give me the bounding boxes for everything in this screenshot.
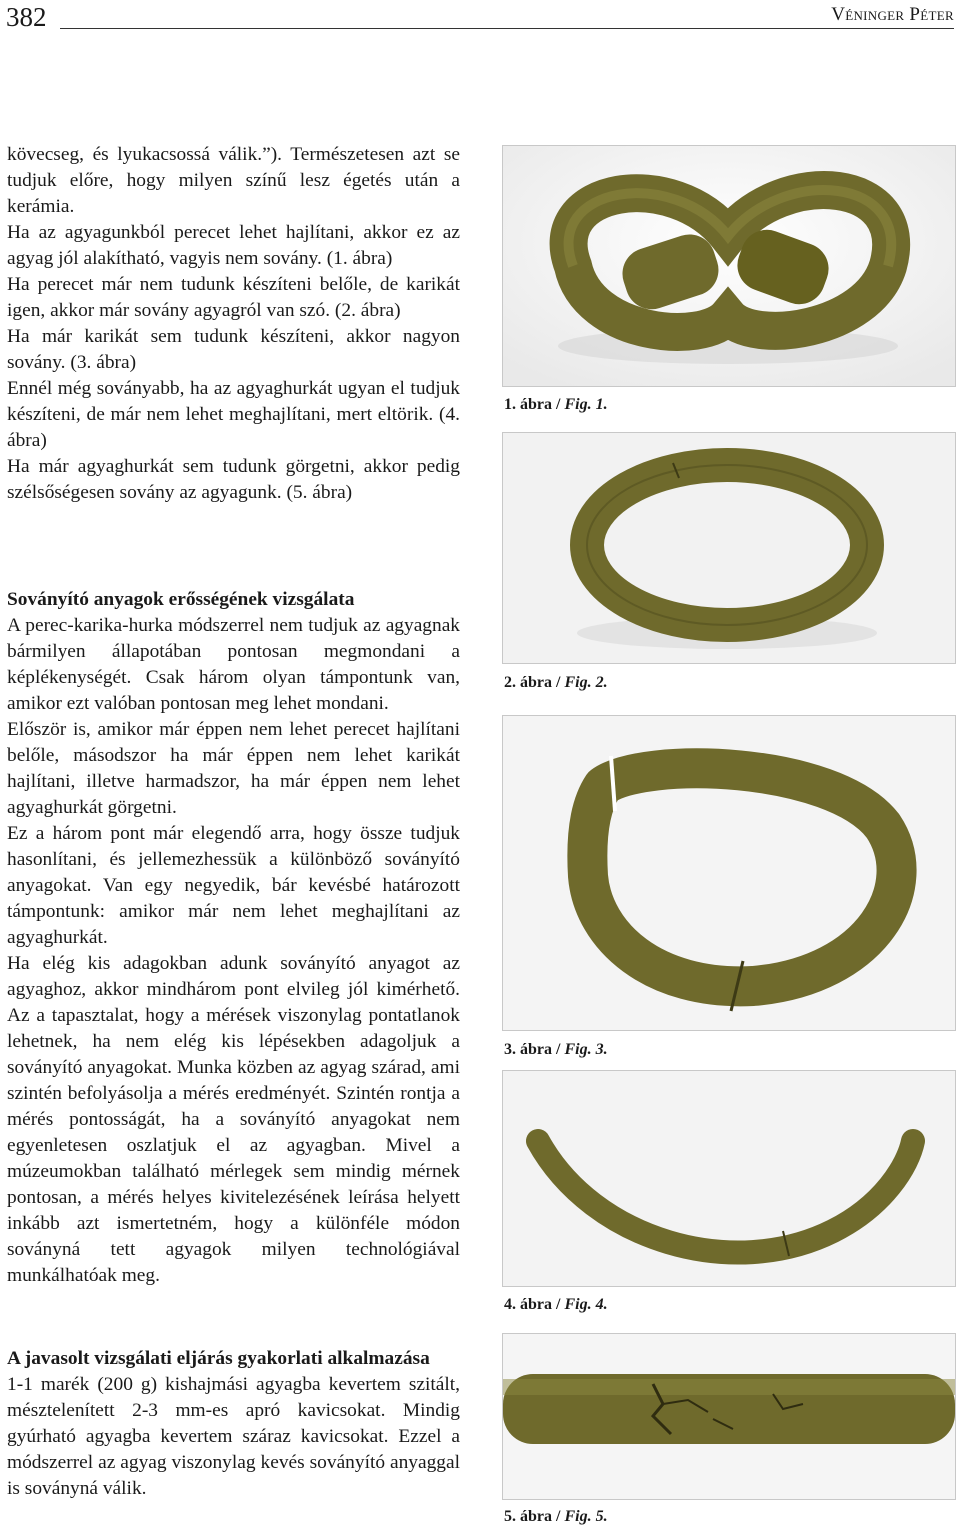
figure-4-caption: 4. ábra / Fig. 4. <box>504 1296 608 1313</box>
running-head-author: Véninger Péter <box>831 4 954 25</box>
paragraph: Először is, amikor már éppen nem lehet perecet hajlítani belőle, másodszor ha már éppen nem lehet karikát hajlítani, illetve harmadszor, ha már éppen nem lehet agyaghurkát görgetni. <box>7 719 460 818</box>
section-heading: Soványító anyagok erősségének vizsgálata <box>7 589 355 610</box>
figure-2-caption: 2. ábra / Fig. 2. <box>504 674 608 691</box>
paragraph: kövecseg, és lyukacsossá válik.”). Természetesen azt se tudjuk előre, hogy milyen színű lesz égetés után a kerámia. <box>7 144 460 217</box>
section-soványító-anyagok <box>7 587 460 1289</box>
figure-2-ring-photo <box>502 432 956 664</box>
figure-3-broken-ring-photo <box>502 715 956 1031</box>
section-heading: A javasolt vizsgálati eljárás gyakorlati alkalmazása <box>7 1348 430 1369</box>
figure-5-cracked-coil-photo <box>502 1333 956 1500</box>
figure-1-pretzel-photo <box>502 145 956 387</box>
figure-3-caption: 3. ábra / Fig. 3. <box>504 1041 608 1058</box>
paragraph: Ha már agyaghurkát sem tudunk görgetni, akkor pedig szélsőségesen sovány az agyagunk. (5. ábra) <box>7 456 460 503</box>
section-javasolt-eljaras <box>7 1346 460 1502</box>
paragraph: A perec-karika-hurka módszerrel nem tudjuk az agyagnak bármilyen állapotában pontosan megmondani a képlékenységét. Csak három olyan támpontunk van, amikor ezt valóban pontosan meg lehet mondani. <box>7 615 460 714</box>
paragraph: Ha az agyagunkból perecet lehet hajlítani, akkor ez az agyag jól alakítható, vagyis nem sovány. (1. ábra) <box>7 222 460 269</box>
paragraph: Ha már karikát sem tudunk készíteni, akkor nagyon sovány. (3. ábra) <box>7 326 460 373</box>
figure-5-caption: 5. ábra / Fig. 5. <box>504 1508 608 1525</box>
text-column-intro <box>7 142 460 506</box>
page-number: 382 <box>6 2 47 32</box>
paragraph: Ennél még soványabb, ha az agyaghurkát ugyan el tudjuk készíteni, de már nem lehet meghajlítani, mert eltörik. (4. ábra) <box>7 378 460 451</box>
paragraph: Ha elég kis adagokban adunk soványító anyagot az agyaghoz, akkor mindhárom pont elvileg jól kimérhető. Az a tapasztalat, hogy a mérések viszonylag pontatlanok lehetnek, ha nem elég kis lépésekben adagoljuk a soványító anyagokat. Munka közben az agyag szárad, ami szintén befolyásolja a mérés eredményét. Szintén rontja a mérés pontosságát, ha a soványító anyagokat nem egyenletesen oszlatjuk el az agyagban. Mivel a múzeumokban található mérlegek sem mindig mérnek pontosan, a mérés helyes kivitelezésének leírása helyett inkább azt ismertetném, hogy a különféle módon soványná tett agyagok milyen technológiával munkálhatóak meg. <box>7 953 460 1286</box>
paragraph: Ez a három pont már elegendő arra, hogy össze tudjuk hasonlítani, és jellemezhessük a különböző soványító anyagokat. Van egy negyedik, bár kevésbé határozott támpontunk: amikor már nem lehet meghajlítani az agyaghurkát. <box>7 823 460 948</box>
figure-1-caption: 1. ábra / Fig. 1. <box>504 396 608 413</box>
paragraph: Ha perecet már nem tudunk készíteni belőle, de karikát igen, akkor már sovány agyagról van szó. (2. ábra) <box>7 274 460 321</box>
paragraph: 1-1 marék (200 g) kishajmási agyagba kevertem szitált, mésztelenített 2-3 mm-es apró kavicsokat. Mindig gyúrható agyagba kevertem száraz kavicsokat. Ezzel a módszerrel az agyag viszonylag kevés soványító anyaggal is soványná válik. <box>7 1374 460 1499</box>
page-header <box>0 0 960 40</box>
header-rule <box>60 28 954 29</box>
figure-4-bent-coil-photo <box>502 1070 956 1287</box>
